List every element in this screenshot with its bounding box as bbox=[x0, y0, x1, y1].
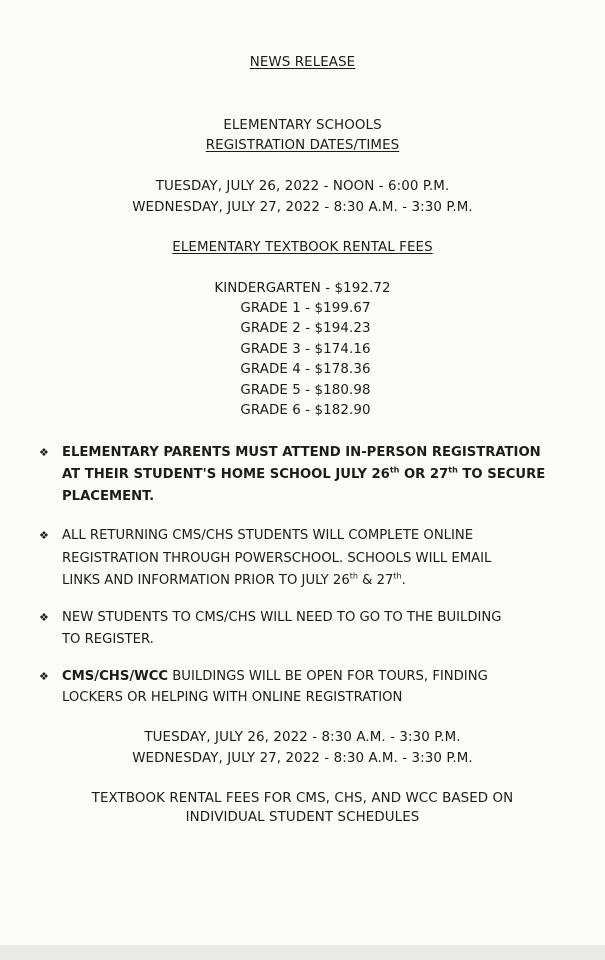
registration-dates-heading: REGISTRATION DATES/TIMES bbox=[205, 138, 400, 153]
bullet-line: REGISTRATION THROUGH POWERSCHOOL. SCHOOLS WILL EMAIL bbox=[62, 551, 492, 566]
fee-grade-6: GRADE 6 - $182.90 bbox=[240, 403, 371, 418]
footer-line-1: TEXTBOOK RENTAL FEES FOR CMS, CHS, AND WCC BASED ON bbox=[91, 791, 514, 806]
fee-grade-3: GRADE 3 - $174.16 bbox=[240, 342, 371, 357]
superscript: th bbox=[393, 571, 402, 581]
elementary-date-tuesday: TUESDAY, JULY 26, 2022 - NOON - 6:00 P.M. bbox=[155, 179, 450, 194]
bullet-line: NEW STUDENTS TO CMS/CHS WILL NEED TO GO TO THE BUILDING bbox=[62, 610, 502, 625]
bullet-diamond-icon: ❖ bbox=[39, 446, 49, 459]
page-bottom-edge bbox=[0, 945, 605, 960]
bullet-line bbox=[62, 667, 488, 687]
page-title: NEWS RELEASE bbox=[249, 55, 356, 70]
footer-line-2: INDIVIDUAL STUDENT SCHEDULES bbox=[185, 810, 420, 825]
bullet-diamond-icon: ❖ bbox=[39, 611, 49, 624]
bullet-line: ALL RETURNING CMS/CHS STUDENTS WILL COMPLETE ONLINE bbox=[62, 528, 474, 543]
bullet-line-rest: BUILDINGS WILL BE OPEN FOR TOURS, FINDING bbox=[168, 669, 488, 684]
fee-grade-1: GRADE 1 - $199.67 bbox=[240, 301, 371, 316]
bullet-line: LOCKERS OR HELPING WITH ONLINE REGISTRATION bbox=[62, 690, 403, 705]
bullet-diamond-icon: ❖ bbox=[39, 529, 49, 542]
bullet-line: PLACEMENT. bbox=[62, 489, 155, 504]
bullet-line: TO REGISTER. bbox=[62, 632, 154, 647]
elementary-date-wednesday: WEDNESDAY, JULY 27, 2022 - 8:30 A.M. - 3:30 P.M. bbox=[132, 200, 473, 215]
elementary-schools-heading: ELEMENTARY SCHOOLS bbox=[223, 118, 382, 133]
bullet-lead-bold: CMS/CHS/WCC bbox=[62, 669, 169, 684]
bullet-diamond-icon: ❖ bbox=[39, 670, 49, 683]
textbook-fees-heading: ELEMENTARY TEXTBOOK RENTAL FEES bbox=[172, 240, 433, 255]
secondary-date-tuesday: TUESDAY, JULY 26, 2022 - 8:30 A.M. - 3:30 P.M. bbox=[144, 730, 461, 745]
bullet-line: LINKS AND INFORMATION PRIOR TO JULY 26th & 27th. bbox=[62, 571, 406, 588]
fee-grade-4: GRADE 4 - $178.36 bbox=[240, 362, 371, 377]
superscript: th bbox=[448, 465, 458, 475]
superscript: th bbox=[349, 571, 358, 581]
bullet-line: ELEMENTARY PARENTS MUST ATTEND IN-PERSON REGISTRATION bbox=[62, 445, 541, 460]
superscript: th bbox=[389, 465, 400, 475]
fee-grade-2: GRADE 2 - $194.23 bbox=[240, 321, 371, 336]
secondary-date-wednesday: WEDNESDAY, JULY 27, 2022 - 8:30 A.M. - 3:30 P.M. bbox=[132, 751, 473, 766]
fee-kindergarten: KINDERGARTEN - $192.72 bbox=[214, 281, 391, 296]
bullet-line: AT THEIR STUDENT'S HOME SCHOOL JULY 26th OR 27th TO SECURE bbox=[62, 465, 546, 482]
fee-grade-5: GRADE 5 - $180.98 bbox=[240, 383, 371, 398]
